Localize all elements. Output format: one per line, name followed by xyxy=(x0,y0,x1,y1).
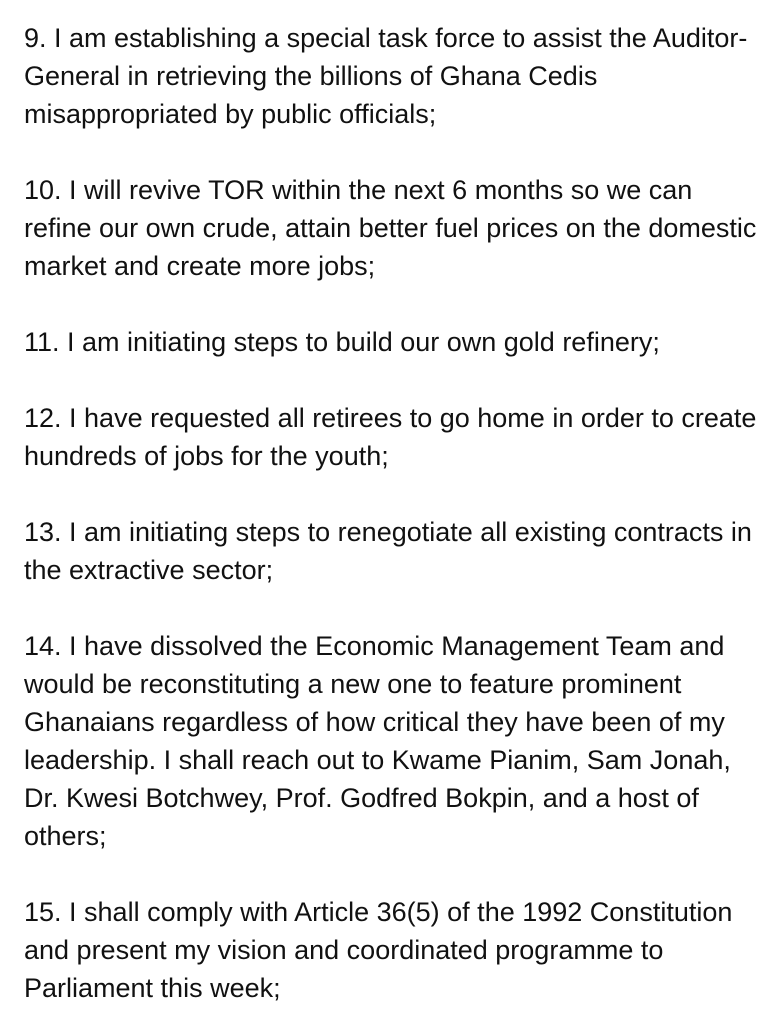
paragraph-item-12: 12. I have requested all retirees to go home in order to create hundreds of jobs for the youth; xyxy=(24,403,757,471)
paragraph-item-14: 14. I have dissolved the Economic Management Team and would be reconstituting a new one to feature prominent Ghanaians regardless of how critical they have been of my leadership. I shall reach out to Kwame Pianim, Sam Jonah, Dr. Kwesi Botchwey, Prof. Godfred Bokpin, and a host of others; xyxy=(24,631,731,851)
paragraph-item-15: 15. I shall comply with Article 36(5) of the 1992 Constitution and present my vision and coordinated programme to Parliament this week; xyxy=(24,897,733,1003)
paragraph-item-9: 9. I am establishing a special task force to assist the Auditor-General in retrieving the billions of Ghana Cedis misappropriated by public officials; xyxy=(24,23,748,129)
paragraph-item-11: 11. I am initiating steps to build our own gold refinery; xyxy=(24,327,660,357)
paragraph-item-10: 10. I will revive TOR within the next 6 months so we can refine our own crude, attain better fuel prices on the domestic market and create more jobs; xyxy=(24,175,757,281)
paragraph-item-13: 13. I am initiating steps to renegotiate all existing contracts in the extractive sector; xyxy=(24,517,752,585)
